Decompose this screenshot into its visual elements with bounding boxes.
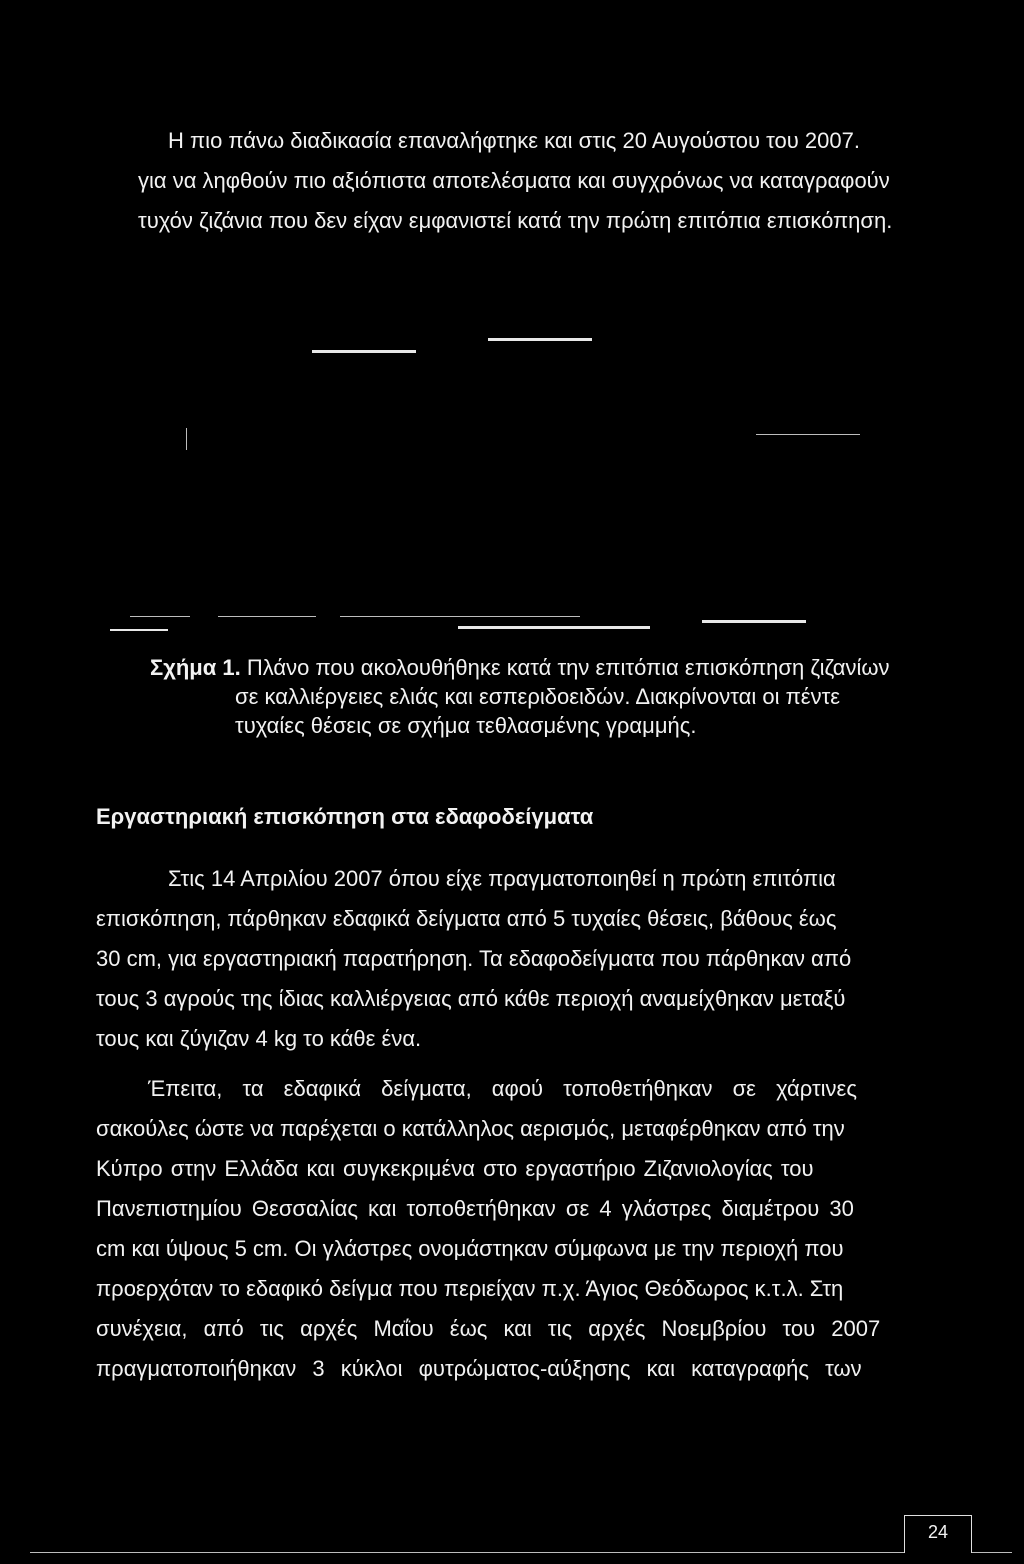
para2-line-1: Έπειτα, τα εδαφικά δείγματα, αφού τοποθετήθηκαν σε χάρτινες <box>148 1076 857 1101</box>
para2-line-5: cm και ύψους 5 cm. Οι γλάστρες ονομάστηκαν σύμφωνα με την περιοχή που <box>96 1236 844 1261</box>
figure-caption-line-1 <box>150 655 890 681</box>
figure-rule <box>458 626 650 629</box>
intro-line-1: Η πιο πάνω διαδικασία επαναλήφτηκε και στις 20 Αυγούστου του 2007. <box>168 128 860 153</box>
figure-rule <box>218 616 316 617</box>
figure-rule <box>340 616 580 617</box>
para2-line-8: πραγματοποιήθηκαν 3 κύκλοι φυτρώματος-αύξησης και καταγραφής των <box>96 1356 862 1381</box>
para1-line-2: επισκόπηση, πάρθηκαν εδαφικά δείγματα από 5 τυχαίες θέσεις, βάθους έως <box>96 906 837 931</box>
para2-line-4: Πανεπιστημίου Θεσσαλίας και τοποθετήθηκαν σε 4 γλάστρες διαμέτρου 30 <box>96 1196 854 1221</box>
figure-rule <box>756 434 860 435</box>
para2-line-3: Κύπρο στην Ελλάδα και συγκεκριμένα στο εργαστήριο Ζιζανιολογίας του <box>96 1156 814 1181</box>
figure-caption-text: Πλάνο που ακολουθήθηκε κατά την επιτόπια επισκόπηση ζιζανίων <box>246 655 890 680</box>
para2-line-2: σακούλες ώστε να παρέχεται ο κατάλληλος αερισμός, μεταφέρθηκαν από την <box>96 1116 845 1141</box>
section-heading: Εργαστηριακή επισκόπηση στα εδαφοδείγματα <box>96 804 594 829</box>
figure-rule <box>130 616 190 617</box>
para1-line-4: τους 3 αγρούς της ίδιας καλλιέργειας από κάθε περιοχή αναμείχθηκαν μεταξύ <box>96 986 846 1011</box>
para1-line-1: Στις 14 Απριλίου 2007 όπου είχε πραγματοποιηθεί η πρώτη επιτόπια <box>168 866 836 891</box>
figure-label: Σχήμα 1. <box>150 655 241 680</box>
footer-rule <box>972 1552 1012 1553</box>
intro-line-2: για να ληφθούν πιο αξιόπιστα αποτελέσματα και συγχρόνως να καταγραφούν <box>138 168 890 193</box>
figure-rule <box>702 620 806 623</box>
para2-line-7: συνέχεια, από τις αρχές Μαΐου έως και τις αρχές Νοεμβρίου του 2007 <box>96 1316 881 1341</box>
figure-rule <box>488 338 592 341</box>
page-number: 24 <box>927 1522 949 1542</box>
intro-line-3: τυχόν ζιζάνια που δεν είχαν εμφανιστεί κατά την πρώτη επιτόπια επισκόπηση. <box>138 208 893 233</box>
para2-line-6: προερχόταν το εδαφικό δείγμα που περιείχαν π.χ. Άγιος Θεόδωρος κ.τ.λ. Στη <box>96 1276 844 1301</box>
figure-rule <box>186 428 187 450</box>
figure-rule <box>312 350 416 353</box>
figure-1-area <box>90 320 840 640</box>
figure-rule <box>110 629 168 631</box>
footer-rule <box>30 1552 904 1553</box>
para1-line-5: τους και ζύγιζαν 4 kg το κάθε ένα. <box>96 1026 422 1051</box>
figure-caption-line-2: σε καλλιέργειες ελιάς και εσπεριδοειδών. Διακρίνονται οι πέντε <box>235 684 841 709</box>
para1-line-3: 30 cm, για εργαστηριακή παρατήρηση. Τα εδαφοδείγματα που πάρθηκαν από <box>96 946 852 971</box>
figure-caption-line-3: τυχαίες θέσεις σε σχήμα τεθλασμένης γραμμής. <box>235 713 697 738</box>
